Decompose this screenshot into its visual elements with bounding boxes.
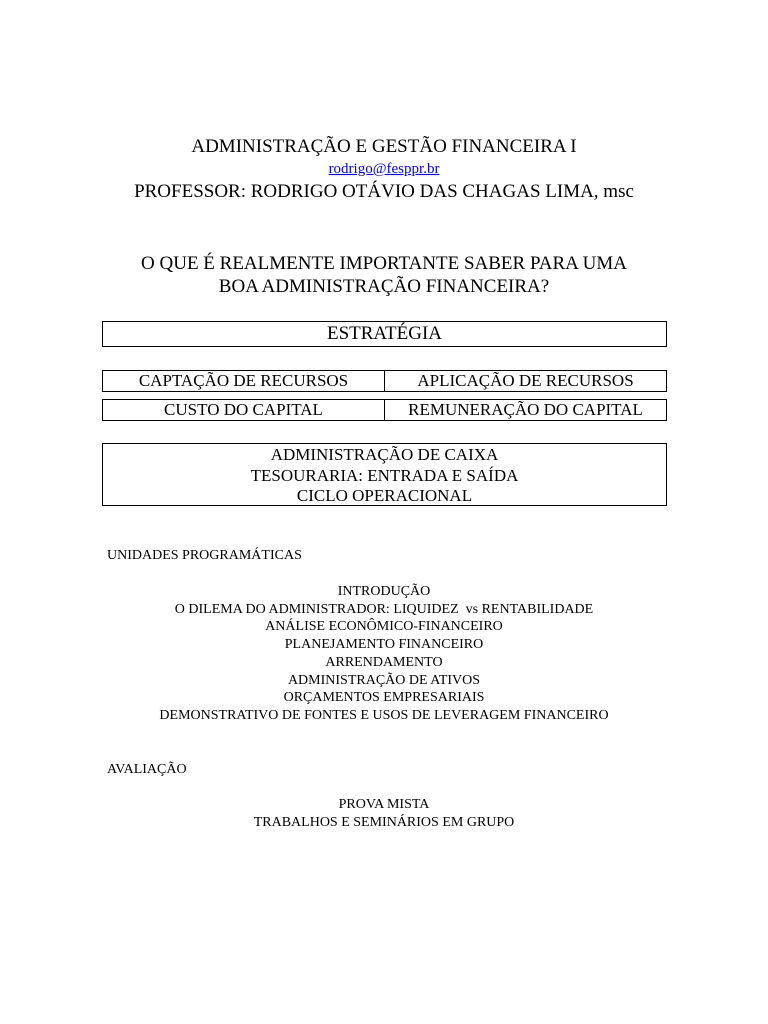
list-item: PROVA MISTA: [338, 797, 430, 812]
table-cell-funding: CAPTAÇÃO DE RECURSOS: [138, 371, 349, 390]
list-item: O DILEMA DO ADMINISTRADOR: LIQUIDEZ vs RENTABILIDADE: [174, 601, 594, 617]
email-line: [0, 160, 768, 178]
list-item: INTRODUÇÃO: [337, 584, 431, 599]
cash-box-line: TESOURARIA: ENTRADA E SAÍDA: [250, 465, 519, 485]
list-item: ORÇAMENTOS EMPRESARIAIS: [283, 690, 485, 706]
cash-box-line: CICLO OPERACIONAL: [296, 486, 473, 505]
units-heading: UNIDADES PROGRAMÁTICAS: [107, 548, 302, 563]
table-cell-capital-cost: CUSTO DO CAPITAL: [164, 400, 323, 419]
table-row: [102, 399, 667, 421]
question-line-2: BOA ADMINISTRAÇÃO FINANCEIRA?: [218, 276, 550, 297]
evaluation-heading: AVALIAÇÃO: [107, 762, 187, 777]
units-list: [0, 583, 768, 725]
table-cell-application: APLICAÇÃO DE RECURSOS: [384, 371, 666, 391]
list-item: ARRENDAMENTO: [325, 654, 443, 670]
list-item: PLANEJAMENTO FINANCEIRO: [284, 637, 484, 653]
cash-box-line: ADMINISTRAÇÃO DE CAIXA: [270, 445, 499, 464]
table-row: [102, 370, 667, 392]
strategy-box: ESTRATÉGIA: [102, 321, 667, 347]
list-item: DEMONSTRATIVO DE FONTES E USOS DE LEVERAGEM FINANCEIRO: [159, 707, 609, 723]
question-heading: [0, 252, 768, 298]
professor-line: PROFESSOR: RODRIGO OTÁVIO DAS CHAGAS LIMA, msc: [134, 181, 634, 202]
email-link[interactable]: rodrigo@fesppr.br: [328, 161, 440, 177]
list-item: ANÁLISE ECONÔMICO-FINANCEIRO: [265, 619, 503, 635]
list-item: TRABALHOS E SEMINÁRIOS EM GRUPO: [253, 814, 515, 830]
table-cell-capital-return: REMUNERAÇÃO DO CAPITAL: [384, 400, 666, 420]
document-title: ADMINISTRAÇÃO E GESTÃO FINANCEIRA I: [191, 136, 577, 157]
list-item: ADMINISTRAÇÃO DE ATIVOS: [287, 672, 481, 688]
cash-management-box: [102, 443, 667, 506]
question-line-1: O QUE É REALMENTE IMPORTANTE SABER PARA UMA: [141, 253, 627, 274]
evaluation-list: [0, 796, 768, 831]
